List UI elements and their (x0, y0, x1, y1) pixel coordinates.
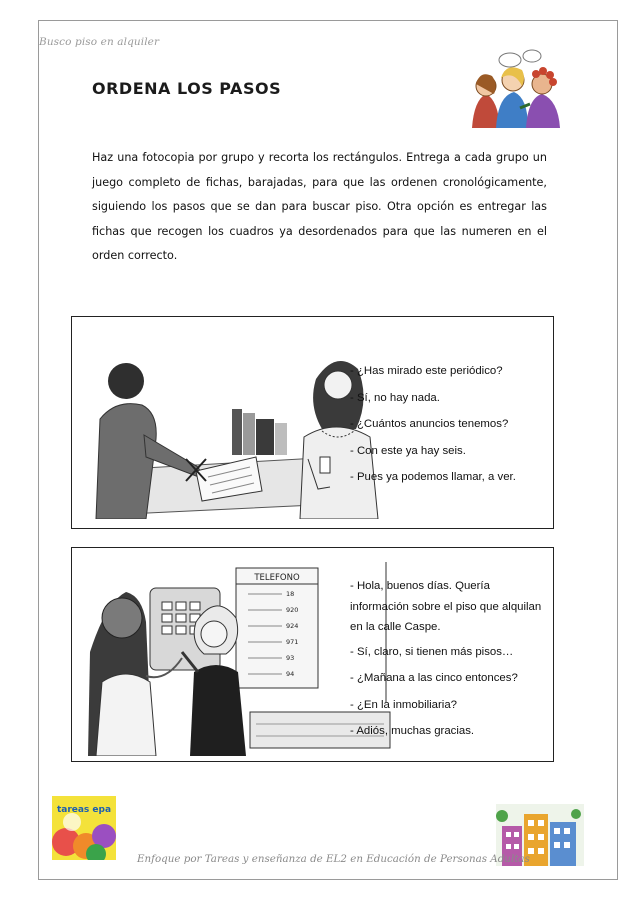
dialogue-card-1[interactable] (71, 316, 554, 529)
footer-text: Enfoque por Tareas y enseñanza de EL2 en Educación de Personas Adultas (137, 853, 530, 865)
running-header: Busco piso en alquiler (39, 36, 160, 48)
phone-number: 920 (286, 606, 299, 614)
dialogue-line: - Sí, claro, si tienen más pisos… (350, 645, 514, 658)
dialogue-line: - Con este ya hay seis. (350, 444, 466, 457)
phone-number: 18 (286, 590, 295, 598)
dialogue-line: - ¿En la inmobiliaria? (350, 698, 457, 711)
dialogue-lines (350, 576, 545, 750)
dialogue-line: - ¿Cuántos anuncios tenemos? (350, 418, 509, 430)
section-title: ORDENA LOS PASOS (92, 79, 282, 98)
dialogue-line: - ¿Mañana a las cinco entonces? (350, 672, 518, 684)
dialogue-line: - Pues ya podemos llamar, a ver. (350, 471, 516, 483)
dialogue-line: - Sí, no hay nada. (350, 391, 440, 404)
dialogue-lines (350, 363, 545, 496)
people-talking-illustration (470, 48, 562, 128)
dialogue-line: - Adiós, muchas gracias. (350, 725, 475, 737)
dialogue-line: - ¿Has mirado este periódico? (350, 365, 503, 377)
dialogue-line: - Hola, buenos días. Quería información sobre el piso que alquilan en la calle Caspe. (350, 580, 542, 633)
phone-number: 94 (286, 670, 295, 678)
intro-paragraph: Haz una fotocopia por grupo y recorta los rectángulos. Entrega a cada grupo un juego completo de fichas, barajadas, para que las ordenen cronológicamente, siguiendo los pasos que se dan para buscar piso. Otra opción es entregar las fichas que recogen los cuadros ya desordenados para que las numeren en el orden correcto. (92, 151, 547, 262)
tareas-epa-logo (52, 796, 116, 860)
logo-text: tareas epa (56, 805, 112, 815)
dialogue-card-2[interactable] (71, 547, 554, 762)
phone-sign: TELEFONO (254, 573, 300, 583)
phone-number: 924 (286, 622, 299, 630)
phone-number: 93 (286, 654, 295, 662)
phone-number: 971 (286, 638, 299, 646)
